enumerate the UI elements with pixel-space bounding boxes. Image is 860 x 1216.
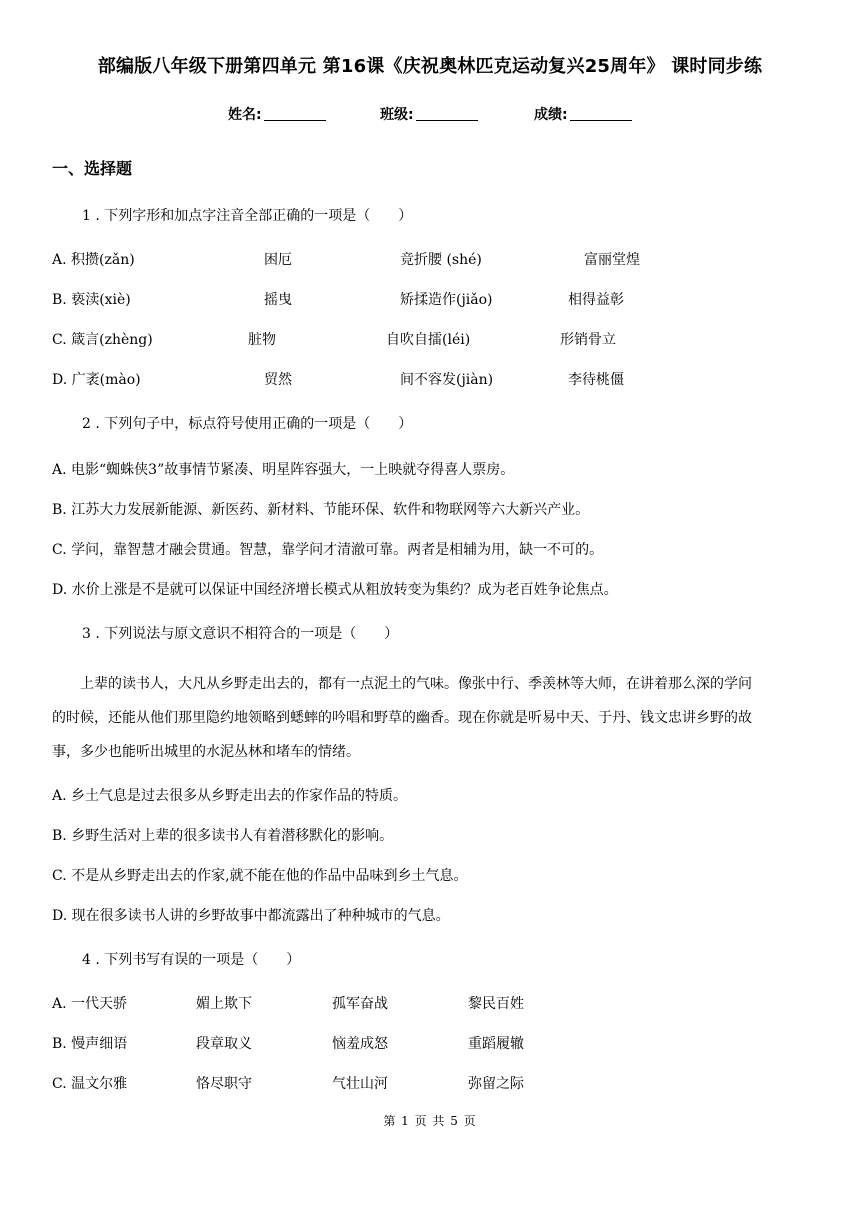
q2-option-a: A. 电影“蜘蛛侠3”故事情节紧凑、明星阵容强大，一上映就夺得喜人票房。 bbox=[52, 462, 515, 478]
class-blank bbox=[416, 106, 478, 121]
q2-option-b: B. 江苏大力发展新能源、新医药、新材料、节能环保、软件和物联网等六大新兴产业。 bbox=[52, 502, 590, 518]
q1-option-a-item-2: 困厄 bbox=[264, 252, 292, 268]
name-blank bbox=[264, 106, 326, 121]
q3-option-c: C. 不是从乡野走出去的作家,就不能在他的作品中品味到乡土气息。 bbox=[52, 868, 468, 884]
q1-option-a-item-1: A. 积攒(zǎn) bbox=[52, 252, 135, 268]
class-label: 班级: bbox=[380, 107, 414, 123]
q3-passage-line-1: 上辈的读书人，大凡从乡野走出去的，都有一点泥土的气味。像张中行、季羡林等大师，在讲着那么深的学问 bbox=[80, 676, 752, 692]
q1-option-a-item-3: 竞折腰 (shé) bbox=[400, 252, 482, 268]
name-field bbox=[228, 104, 326, 124]
q1-option-b-item-4: 相得益彰 bbox=[568, 292, 624, 308]
score-field bbox=[534, 104, 632, 124]
q4-option-c-item-1: C. 温文尔雅 bbox=[52, 1076, 128, 1092]
name-label: 姓名: bbox=[228, 107, 262, 123]
page-footer: 第 1 页 共 5 页 bbox=[383, 1114, 477, 1128]
q1-option-d-item-4: 李待桃僵 bbox=[568, 372, 624, 388]
q1-option-d-item-1: D. 广袤(mào) bbox=[52, 372, 141, 388]
q4-option-a-item-2: 媚上欺下 bbox=[196, 996, 252, 1012]
q1-option-c-item-3: 自吹自擂(léi) bbox=[386, 332, 471, 348]
q2-option-c: C. 学问，靠智慧才融会贯通。智慧，靠学问才清澈可靠。两者是相辅为用，缺一不可的。 bbox=[52, 542, 604, 558]
q3-option-b: B. 乡野生活对上辈的很多读书人有着潜移默化的影响。 bbox=[52, 828, 394, 844]
q1-option-c-item-4: 形销骨立 bbox=[560, 332, 616, 348]
q4-option-c-item-3: 气壮山河 bbox=[332, 1076, 388, 1092]
q4-option-b-item-3: 恼羞成怒 bbox=[332, 1036, 388, 1052]
score-blank bbox=[570, 106, 632, 121]
q1-option-b-item-2: 摇曳 bbox=[264, 292, 292, 308]
q2-option-d: D. 水价上涨是不是就可以保证中国经济增长模式从粗放转变为集约？成为老百姓争论焦点。 bbox=[52, 582, 618, 598]
q1-option-c-item-1: C. 箴言(zhèng) bbox=[52, 332, 153, 348]
class-field bbox=[380, 104, 478, 124]
q3-passage-line-3: 事，多少也能听出城里的水泥丛林和堵车的情绪。 bbox=[52, 744, 360, 760]
question-4-stem: 4 . 下列书写有误的一项是（ ） bbox=[82, 952, 301, 968]
q1-option-c-item-2: 脏物 bbox=[248, 332, 276, 348]
q4-option-c-item-2: 恪尽职守 bbox=[196, 1076, 252, 1092]
question-3-stem: 3 . 下列说法与原文意识不相符合的一项是（ ） bbox=[82, 626, 399, 642]
section-title: 一、选择题 bbox=[52, 159, 133, 178]
page-title: 部编版八年级下册第四单元 第16课《庆祝奥林匹克运动复兴25周年》 课时同步练 bbox=[97, 56, 763, 77]
q4-option-a-item-1: A. 一代天骄 bbox=[52, 996, 128, 1012]
q4-option-a-item-4: 黎民百姓 bbox=[468, 996, 524, 1012]
question-1-stem: 1 . 下列字形和加点字注音全部正确的一项是（ ） bbox=[82, 208, 413, 224]
q4-option-c-item-4: 弥留之际 bbox=[468, 1076, 524, 1092]
score-label: 成绩: bbox=[534, 107, 568, 123]
q1-option-a-item-4: 富丽堂煌 bbox=[584, 252, 640, 268]
q3-passage-line-2: 的时候，还能从他们那里隐约地领略到蟋蟀的吟唱和野草的幽香。现在你就是听易中天、于丹、钱文忠讲乡野的故 bbox=[52, 710, 752, 726]
q1-option-b-item-1: B. 亵渎(xiè) bbox=[52, 292, 131, 308]
q1-option-d-item-2: 贸然 bbox=[264, 372, 292, 388]
q3-option-d: D. 现在很多读书人讲的乡野故事中都流露出了种种城市的气息。 bbox=[52, 908, 450, 924]
q4-option-b-item-1: B. 慢声细语 bbox=[52, 1036, 128, 1052]
q1-option-d-item-3: 间不容发(jiàn) bbox=[400, 372, 494, 388]
question-2-stem: 2 . 下列句子中，标点符号使用正确的一项是（ ） bbox=[82, 416, 413, 432]
q4-option-b-item-2: 段章取义 bbox=[196, 1036, 252, 1052]
q4-option-b-item-4: 重蹈履辙 bbox=[468, 1036, 524, 1052]
q1-option-b-item-3: 矫揉造作(jiǎo) bbox=[400, 292, 493, 308]
q4-option-a-item-3: 孤军奋战 bbox=[332, 996, 388, 1012]
q3-option-a: A. 乡土气息是过去很多从乡野走出去的作家作品的特质。 bbox=[52, 788, 408, 804]
